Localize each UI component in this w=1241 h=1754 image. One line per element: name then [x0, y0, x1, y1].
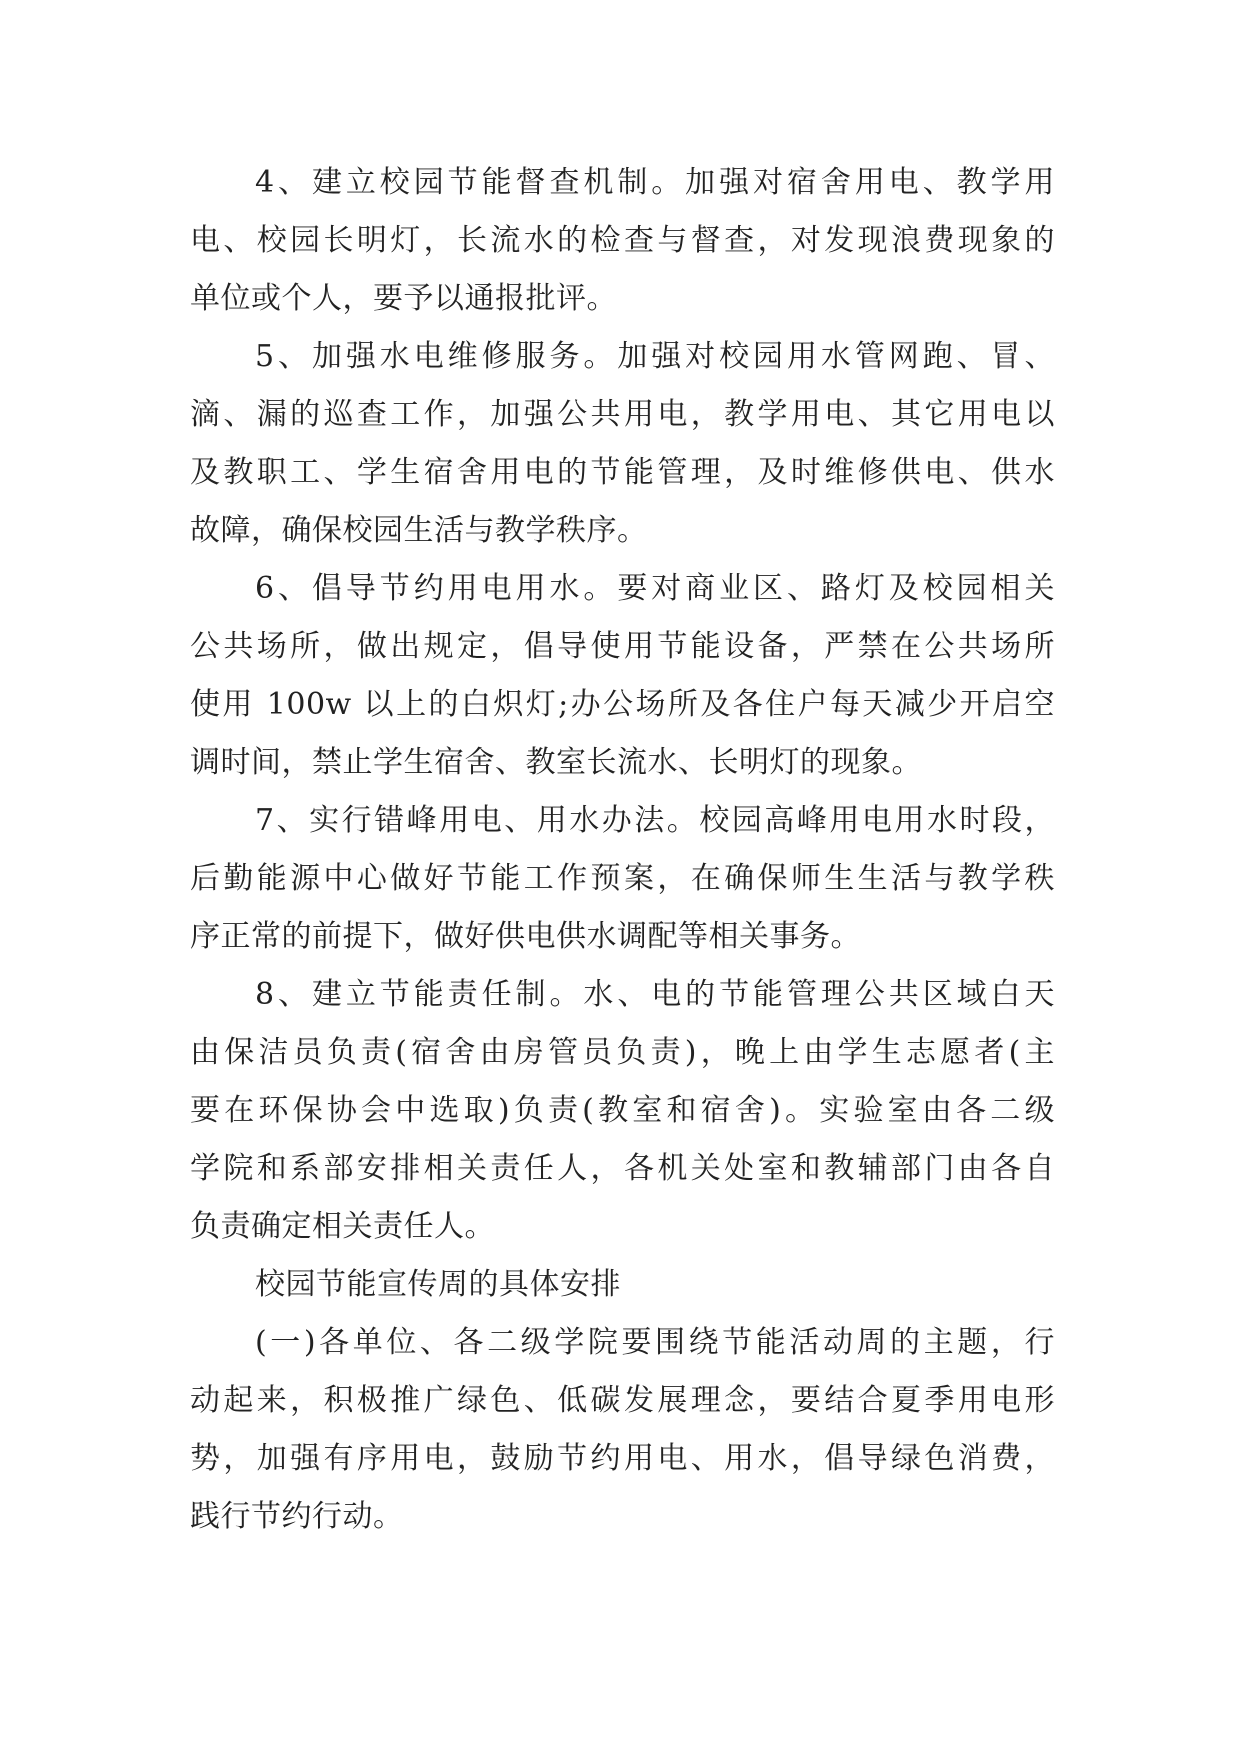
paragraph-7-line-3: 序正常的前提下，做好供电供水调配等相关事务。	[190, 919, 861, 954]
paragraph-9-line-2: 动起来，积极推广绿色、低碳发展理念，要结合夏季用电形	[190, 1383, 1055, 1418]
paragraph-5-line-2: 滴、漏的巡查工作，加强公共用电，教学用电、其它用电以	[190, 397, 1055, 432]
paragraph-8-line-5: 负责确定相关责任人。	[190, 1209, 495, 1244]
paragraph-9-line-4: 践行节约行动。	[190, 1499, 404, 1534]
paragraph-8-line-4: 学院和系部安排相关责任人，各机关处室和教辅部门由各自	[190, 1151, 1055, 1186]
section-heading: 校园节能宣传周的具体安排	[255, 1267, 621, 1302]
paragraph-7-line-2: 后勤能源中心做好节能工作预案，在确保师生生活与教学秩	[190, 861, 1055, 896]
paragraph-8-line-3: 要在环保协会中选取)负责(教室和宿舍)。实验室由各二级	[190, 1093, 1055, 1128]
paragraph-4-line-3: 单位或个人，要予以通报批评。	[190, 281, 617, 316]
paragraph-8-line-2: 由保洁员负责(宿舍由房管员负责)，晚上由学生志愿者(主	[190, 1035, 1055, 1070]
paragraph-4-line-1: 4、建立校园节能督查机制。加强对宿舍用电、教学用	[255, 165, 1055, 200]
paragraph-6-line-1: 6、倡导节约用电用水。要对商业区、路灯及校园相关	[255, 571, 1055, 606]
paragraph-9-line-1: (一)各单位、各二级学院要围绕节能活动周的主题，行	[255, 1325, 1055, 1360]
paragraph-8-line-1: 8、建立节能责任制。水、电的节能管理公共区域白天	[255, 977, 1055, 1012]
paragraph-5-line-4: 故障，确保校园生活与教学秩序。	[190, 513, 648, 548]
paragraph-5-line-1: 5、加强水电维修服务。加强对校园用水管网跑、冒、	[255, 339, 1055, 374]
paragraph-6-line-2: 公共场所，做出规定，倡导使用节能设备，严禁在公共场所	[190, 629, 1055, 664]
paragraph-7-line-1: 7、实行错峰用电、用水办法。校园高峰用电用水时段，	[255, 803, 1055, 838]
paragraph-6-line-4: 调时间，禁止学生宿舍、教室长流水、长明灯的现象。	[190, 745, 922, 780]
paragraph-4-line-2: 电、校园长明灯，长流水的检查与督查，对发现浪费现象的	[190, 223, 1055, 258]
paragraph-9-line-3: 势，加强有序用电，鼓励节约用电、用水，倡导绿色消费，	[190, 1441, 1055, 1476]
paragraph-6-line-3: 使用 100w 以上的白炽灯;办公场所及各住户每天减少开启空	[190, 687, 1055, 722]
paragraph-5-line-3: 及教职工、学生宿舍用电的节能管理，及时维修供电、供水	[190, 455, 1055, 490]
